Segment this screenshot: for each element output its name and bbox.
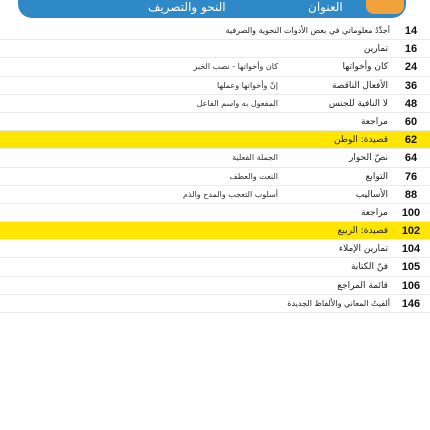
lesson-title: قصيدة: الوطن bbox=[333, 135, 388, 146]
lesson-title: تمارين الإملاء bbox=[338, 244, 388, 255]
page-number: 105 bbox=[401, 261, 421, 274]
grammar-topic: كان وأخواتها - نصب الخبر bbox=[193, 62, 278, 72]
page-number: 16 bbox=[404, 43, 418, 56]
lesson-title: قائمة المراجع bbox=[337, 280, 388, 291]
toc-row[interactable] bbox=[0, 77, 430, 95]
page-number: 62 bbox=[404, 134, 418, 147]
row-divider bbox=[0, 312, 430, 313]
page-number: 146 bbox=[401, 297, 421, 310]
page-number: 104 bbox=[401, 243, 421, 256]
header-grammar-label: النحو والتصريف bbox=[148, 0, 226, 14]
toc-row[interactable] bbox=[0, 168, 430, 186]
toc-row[interactable] bbox=[0, 186, 430, 204]
header-accent-tab bbox=[366, 0, 404, 14]
toc-row[interactable] bbox=[0, 113, 430, 131]
toc-row[interactable] bbox=[0, 149, 430, 167]
page-number: 48 bbox=[404, 97, 418, 110]
table-of-contents bbox=[0, 22, 430, 313]
lesson-title: فنّ الكتابة bbox=[350, 262, 388, 273]
lesson-title: مراجعة bbox=[360, 116, 388, 127]
page-number: 36 bbox=[404, 79, 418, 92]
grammar-topic: إنّ وأخواتها وعملها bbox=[217, 80, 278, 90]
section-heading: أجدِّدُ معلوماتي في بعض الأدوات النحوية والصرفية bbox=[225, 26, 390, 35]
page-number: 60 bbox=[404, 115, 418, 128]
lesson-title: تمارين bbox=[363, 44, 388, 55]
grammar-topic: الجملة الفعلية bbox=[232, 153, 278, 163]
toc-row[interactable] bbox=[0, 258, 430, 276]
toc-row[interactable] bbox=[0, 22, 430, 40]
page-number: 88 bbox=[404, 188, 418, 201]
page-number: 24 bbox=[404, 61, 418, 74]
toc-row[interactable] bbox=[0, 204, 430, 222]
lesson-title: لا النافية للجنس bbox=[328, 98, 388, 109]
page-number: 106 bbox=[401, 279, 421, 292]
lesson-title: مراجعة bbox=[360, 207, 388, 218]
toc-header bbox=[18, 0, 406, 18]
grammar-topic: المفعول به واسم الفاعل bbox=[196, 98, 278, 108]
lesson-title: الأساليب bbox=[355, 189, 388, 200]
toc-row[interactable] bbox=[0, 131, 430, 149]
lesson-title: الأفعال الناقصة bbox=[331, 80, 388, 91]
lesson-title: قصيدة: الربيع bbox=[337, 226, 388, 237]
page-number: 14 bbox=[404, 25, 418, 37]
toc-row[interactable] bbox=[0, 95, 430, 113]
lesson-title: نصّ الحوار bbox=[349, 153, 388, 164]
toc-row[interactable] bbox=[0, 222, 430, 240]
grammar-topic: النعت والعطف bbox=[229, 171, 278, 181]
lesson-title: كان وأخواتها bbox=[342, 62, 388, 73]
page-number: 64 bbox=[404, 152, 418, 165]
grammar-topic: أسلوب التعجب والمدح والذم bbox=[182, 189, 278, 199]
section-heading: ألفيتُ المعاني والألفاظ الجديدة bbox=[287, 298, 390, 308]
header-title-label: العنوان bbox=[308, 0, 343, 14]
page-number: 76 bbox=[404, 170, 418, 183]
toc-row[interactable] bbox=[0, 240, 430, 258]
toc-row[interactable] bbox=[0, 58, 430, 76]
lesson-title: التوابع bbox=[365, 171, 388, 182]
toc-row[interactable] bbox=[0, 40, 430, 58]
page-number: 100 bbox=[401, 206, 421, 219]
toc-row[interactable] bbox=[0, 295, 430, 313]
toc-row[interactable] bbox=[0, 277, 430, 295]
page-number: 102 bbox=[401, 225, 421, 238]
